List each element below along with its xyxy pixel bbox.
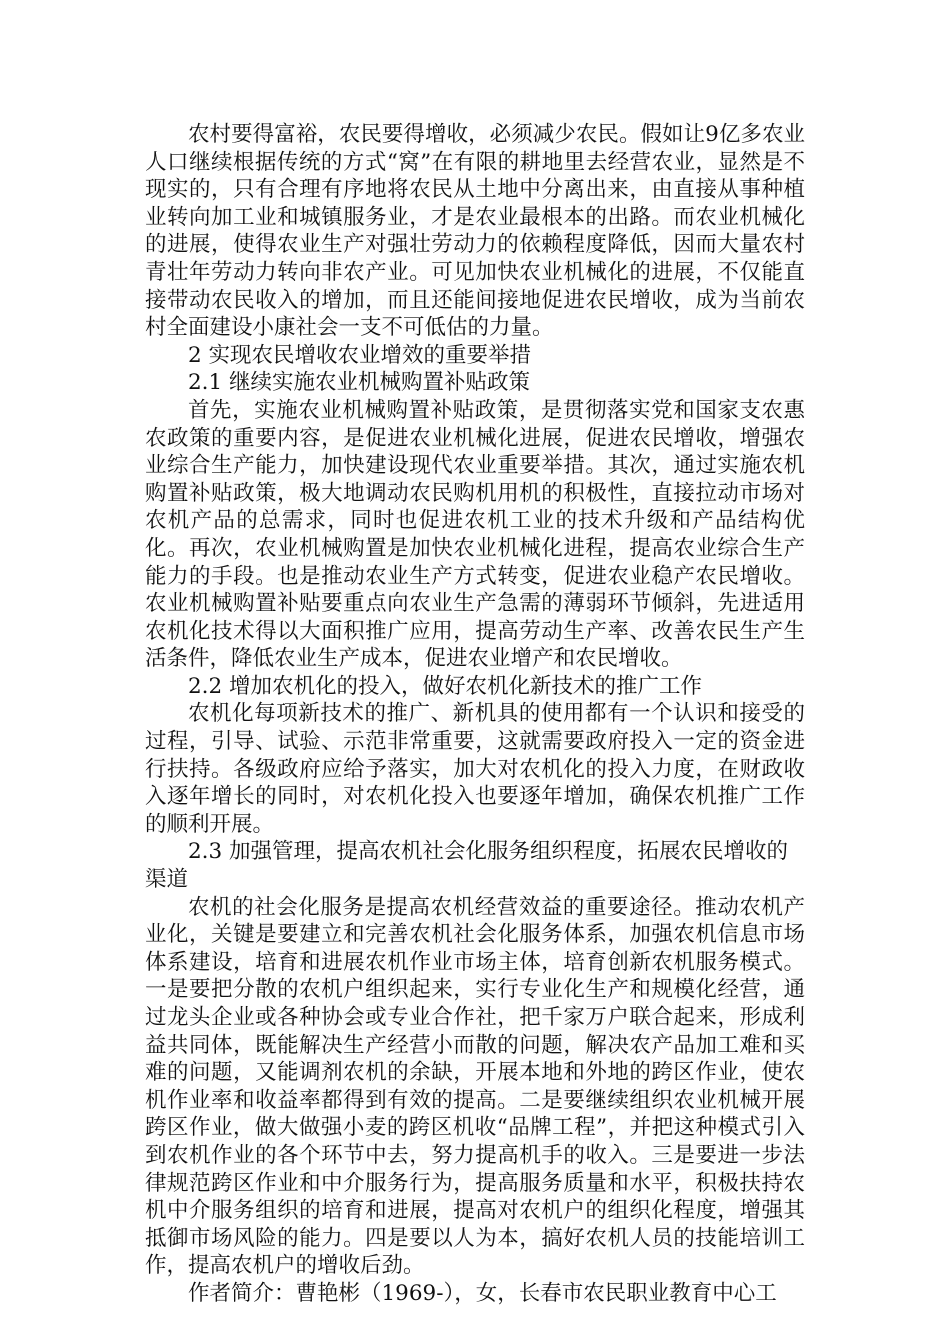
paragraph-socialized-service: 农机的社会化服务是提高农机经营效益的重要途径。推动农机产业化，关键是要建立和完善农机社会化服务体系，加强农机信息市场体系建设，培育和进展农机作业市场主体，培育创新农机服务模式。一是要把分散的农机户组织起来，实行专业化生产和规模化经营，通过龙头企业或各种协会或专业合作社，把千家万户联合起来，形成利益共同体，既能解决生产经营小而散的问题，解决农产品加工难和买难的问题，又能调剂农机的余缺，开展本地和外地的跨区作业，使农机作业率和收益率都得到有效的提高。二是要继续组织农业机械开展跨区作业，做大做强小麦的跨区机收“品牌工程”，并把这种模式引入到农机作业的各个环节中去，努力提高机手的收入。三是要进一步法律规范跨区作业和中介服务行为，提高服务质量和水平，积极扶持农机中介服务组织的培育和进展，提高对农机户的组织化程度，增强其抵御市场风险的能力。四是要以人为本，搞好农机人员的技能培训工作，提高农机户的增收后劲。: [145, 894, 805, 1279]
author-bio: 作者简介：曹艳彬（1969-），女，长春市农民职业教育中心工: [188, 1280, 777, 1306]
paragraph-subsidy-policy: 首先，实施农业机械购置补贴政策，是贯彻落实党和国家支农惠农政策的重要内容，是促进农业机械化进展，促进农民增收，增强农业综合生产能力，加快建设现代农业重要举措。其次，通过实施农机购置补贴政策，极大地调动农民购机用机的积极性，直接拉动市场对农机产品的总需求，同时也促进农机工业的技术升级和产品结构优化。再次，农业机械购置是加快农业机械化进程，提高农业综合生产能力的手段。也是推动农业生产方式转变，促进农业稳产农民增收。农业机械购置补贴要重点向农业生产急需的薄弱环节倾斜，先进适用农机化技术得以大面积推广应用，提高劳动生产率、改善农民生产生活条件，降低农业生产成本，促进农业增产和农民增收。: [145, 397, 805, 672]
section-heading-2: 2 实现农民增收农业增效的重要举措: [188, 342, 532, 368]
paragraph-investment: 农机化每项新技术的推广、新机具的使用都有一个认识和接受的过程，引导、试验、示范非常重要，这就需要政府投入一定的资金进行扶持。各级政府应给予落实，加大对农机化的投入力度，在财政收入逐年增长的同时，对农机化投入也要逐年增加，确保农机推广工作的顺利开展。: [145, 701, 805, 837]
section-heading-2-1: 2.1 继续实施农业机械购置补贴政策: [188, 370, 531, 396]
document-page: [145, 121, 805, 1308]
paragraph-reduce-farmers: 农村要得富裕，农民要得增收，必须减少农民。假如让9亿多农业人口继续根据传统的方式“窝”在有限的耕地里去经营农业，显然是不现实的，只有合理有序地将农民从土地中分离出来，由直接从事种植业转向加工业和城镇服务业，才是农业最根本的出路。而农业机械化的进展，使得农业生产对强壮劳动力的依赖程度降低，因而大量农村青壮年劳动力转向非农产业。可见加快农业机械化的进展，不仅能直接带动农民收入的增加，而且还能间接地促进农民增收，成为当前农村全面建设小康社会一支不可低估的力量。: [145, 122, 805, 341]
section-heading-2-3: 2.3 加强管理，提高农机社会化服务组织程度，拓展农民增收的渠道: [145, 839, 789, 893]
section-heading-2-2: 2.2 增加农机化的投入，做好农机化新技术的推广工作: [188, 673, 703, 699]
